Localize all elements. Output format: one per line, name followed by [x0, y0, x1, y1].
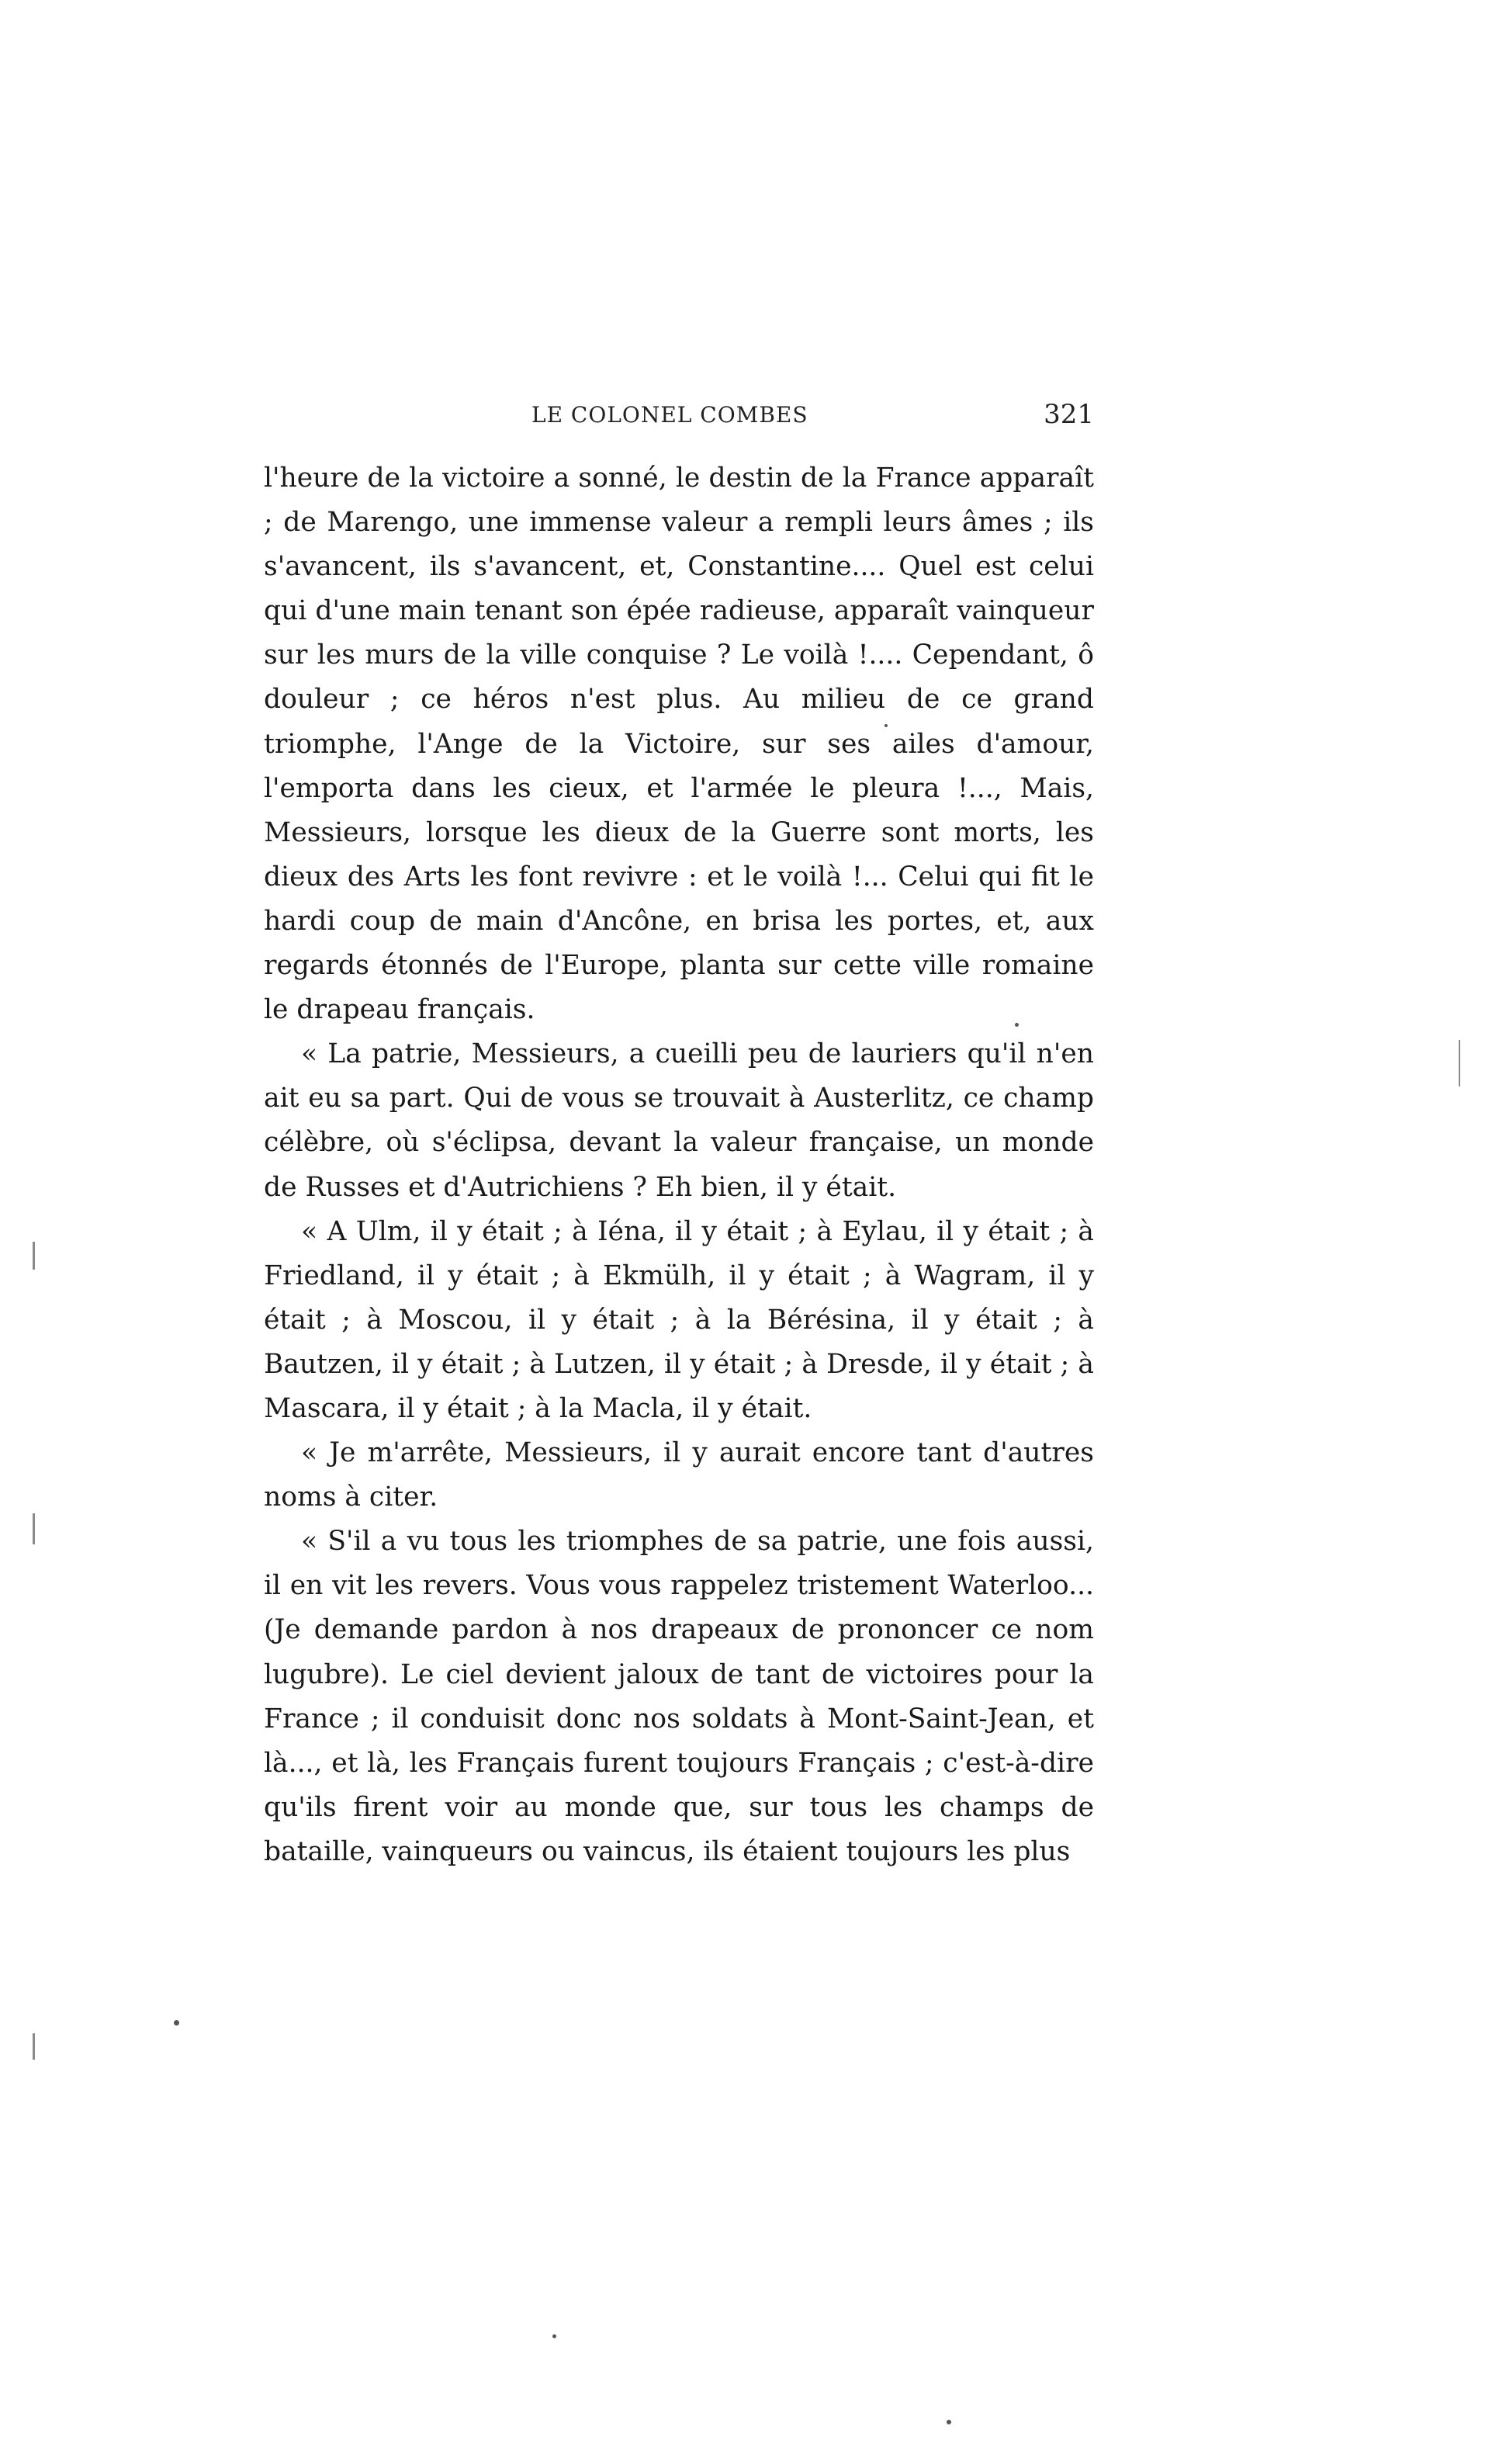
scan-artifact-line: [33, 1513, 35, 1544]
scan-artifact-line: [33, 2033, 35, 2060]
page-number: 321: [1044, 399, 1094, 430]
scan-speck: [1015, 1023, 1019, 1027]
running-head: [264, 399, 1094, 441]
paragraph-5: « S'il a vu tous les triomphes de sa patrie, une fois aussi, il en vit les revers. Vous vous rappelez tristement Waterloo... (Je demande pardon à nos drapeaux de prononcer ce nom lugubre). Le ciel devient jaloux de tant de victoires pour la France ; il conduisit donc nos soldats à Mont-Saint-Jean, et là..., et là, les Français furent toujours Français ; c'est-à-dire qu'ils firent voir au monde que, sur tous les champs de bataille, vainqueurs ou vaincus, ils étaient toujours les plus: [264, 1526, 1094, 1867]
scan-speck: [947, 2420, 951, 2424]
scan-speck: [174, 2020, 179, 2026]
paragraph-2: « La patrie, Messieurs, a cueilli peu de lauriers qu'il n'en ait eu sa part. Qui de vous se trouvait à Austerlitz, ce champ célèbre, où s'éclipsa, devant la valeur française, un monde de Russes et d'Autrichiens ? Eh bien, il y était.: [264, 1038, 1094, 1203]
running-title: LE COLONEL COMBES: [531, 402, 808, 428]
scan-speck: [885, 724, 888, 727]
body-text: [264, 456, 1094, 1874]
paragraph-3: « A Ulm, il y était ; à Iéna, il y était ; à Eylau, il y était ; à Friedland, il y était ; à Ekmülh, il y était ; à Wagram, il y était ; à Moscou, il y était ; à la Bérésina, il y était ; à Bautzen, il y était ; à Lutzen, il y était ; à Dresde, il y était ; à Mascara, il y était ; à la Macla, il y était.: [264, 1215, 1094, 1424]
scan-artifact-line: [1459, 1040, 1460, 1086]
scan-artifact-line: [33, 1242, 35, 1270]
paragraph-4: « Je m'arrête, Messieurs, il y aurait encore tant d'autres noms à citer.: [264, 1437, 1094, 1513]
scan-speck: [552, 2334, 556, 2338]
paragraph-1: l'heure de la victoire a sonné, le destin de la France apparaît ; de Marengo, une immense valeur a rempli leurs âmes ; ils s'avancent, ils s'avancent, et, Constantine.... Quel est celui qui d'une main tenant son épée radieuse, apparaît vainqueur sur les murs de la ville conquise ? Le voilà !.... Cependant, ô douleur ; ce héros n'est plus. Au milieu de ce grand triomphe, l'Ange de la Victoire, sur ses ailes d'amour, l'emporta dans les cieux, et l'armée le pleura !..., Mais, Messieurs, lorsque les dieux de la Guerre sont morts, les dieux des Arts les font revivre : et le voilà !... Celui qui fit le hardi coup de main d'Ancône, en brisa les portes, et, aux regards étonnés de l'Europe, planta sur cette ville romaine le drapeau français.: [264, 463, 1094, 1026]
